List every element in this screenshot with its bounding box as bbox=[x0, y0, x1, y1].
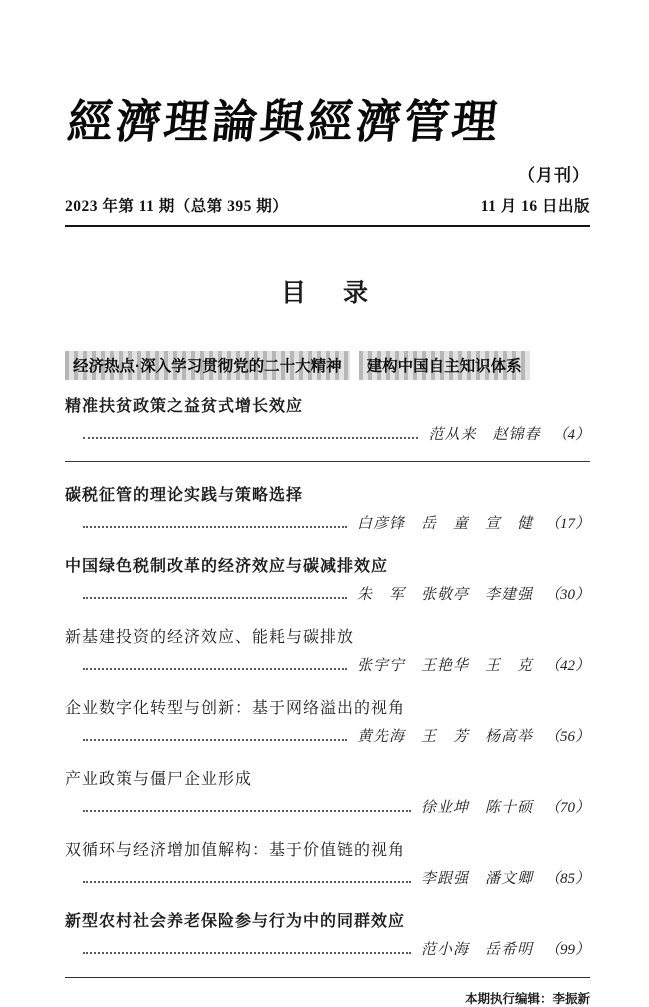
issue-row bbox=[65, 194, 590, 216]
toc-entry bbox=[65, 908, 590, 959]
toc-entries bbox=[65, 393, 590, 959]
toc-entry bbox=[65, 837, 590, 888]
article-page-number: （42） bbox=[544, 658, 590, 674]
article-page-number: （85） bbox=[544, 871, 590, 887]
article-leader-row bbox=[83, 512, 590, 533]
article-title: 产业政策与僵尸企业形成 bbox=[65, 771, 253, 788]
article-leader-row bbox=[83, 423, 590, 444]
article-title: 双循环与经济增加值解构：基于价值链的视角 bbox=[65, 842, 406, 859]
special-section-banner bbox=[65, 351, 590, 380]
article-authors: 朱 军 张敬亭 李建强 bbox=[356, 587, 533, 603]
dot-leader bbox=[83, 810, 411, 812]
toc-entry bbox=[65, 624, 590, 675]
article-authors: 白彦锋 岳 童 宣 健 bbox=[356, 516, 533, 532]
dot-leader bbox=[83, 739, 347, 741]
monthly-row bbox=[65, 161, 590, 186]
article-leader-row bbox=[83, 654, 590, 675]
article-page-number: （30） bbox=[544, 587, 590, 603]
article-leader-row bbox=[83, 938, 590, 959]
toc-entry bbox=[65, 553, 590, 604]
article-leader-row bbox=[83, 583, 590, 604]
toc-heading: 目 录 bbox=[280, 279, 374, 307]
dot-leader bbox=[83, 526, 347, 528]
article-page-number: （56） bbox=[544, 729, 590, 745]
toc-entry bbox=[65, 482, 590, 533]
banner-segment-2: 建构中国自主知识体系 bbox=[359, 351, 530, 380]
article-authors: 范从来 赵锦春 bbox=[428, 427, 541, 443]
article-title: 精准扶贫政策之益贫式增长效应 bbox=[65, 398, 304, 415]
monthly-label: （月刊） bbox=[518, 166, 590, 185]
toc-entry bbox=[65, 695, 590, 746]
article-authors: 张宇宁 王艳华 王 克 bbox=[356, 658, 533, 674]
article-title: 碳税征管的理论实践与策略选择 bbox=[65, 487, 304, 504]
article-page-number: （70） bbox=[544, 800, 590, 816]
dot-leader bbox=[83, 597, 347, 599]
article-page-number: （4） bbox=[552, 427, 590, 443]
section-divider bbox=[65, 461, 590, 462]
masthead-divider bbox=[65, 225, 590, 227]
article-authors: 范小海 岳希明 bbox=[420, 942, 533, 958]
publish-date: 11 月 16 日出版 bbox=[480, 198, 590, 215]
article-authors: 李跟强 潘文卿 bbox=[420, 871, 533, 887]
article-authors: 徐业坤 陈十硕 bbox=[420, 800, 533, 816]
dot-leader bbox=[83, 437, 418, 439]
article-title: 新型农村社会养老保险参与行为中的同群效应 bbox=[65, 913, 406, 930]
article-leader-row bbox=[83, 796, 590, 817]
article-title: 企业数字化转型与创新：基于网络溢出的视角 bbox=[65, 700, 406, 717]
toc-entry bbox=[65, 766, 590, 817]
article-page-number: （17） bbox=[544, 516, 590, 532]
toc-entry bbox=[65, 393, 590, 444]
executive-editor-line: 本期执行编辑：李振新 bbox=[464, 992, 590, 1006]
issue-info: 2023 年第 11 期（总第 395 期） bbox=[65, 198, 289, 215]
dot-leader bbox=[83, 881, 411, 883]
footer-divider bbox=[65, 977, 590, 978]
article-leader-row bbox=[83, 725, 590, 746]
article-leader-row bbox=[83, 867, 590, 888]
article-page-number: （99） bbox=[544, 942, 590, 958]
article-title: 新基建投资的经济效应、能耗与碳排放 bbox=[65, 629, 355, 646]
article-authors: 黄先海 王 芳 杨高举 bbox=[356, 729, 533, 745]
article-title: 中国绿色税制改革的经济效应与碳减排效应 bbox=[65, 558, 389, 575]
dot-leader bbox=[83, 668, 347, 670]
dot-leader bbox=[83, 952, 411, 954]
journal-title-calligraphy: 經濟理論與經濟管理 bbox=[65, 94, 503, 149]
masthead bbox=[65, 0, 590, 227]
banner-segment-1: 经济热点·深入学习贯彻党的二十大精神 bbox=[65, 351, 350, 380]
